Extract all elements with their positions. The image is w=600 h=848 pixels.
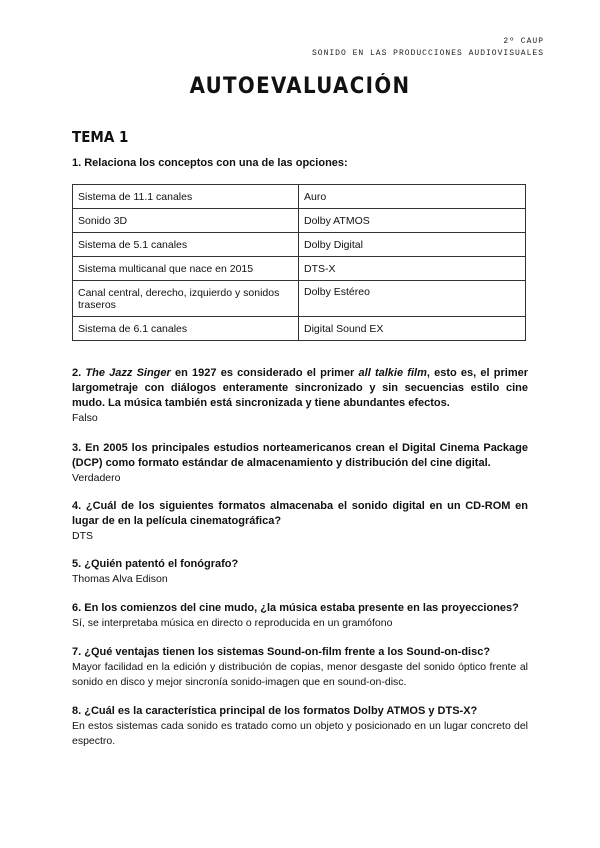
question-3-answer: Verdadero bbox=[72, 472, 121, 484]
question-6 bbox=[72, 601, 528, 631]
question-8-answer: En estos sistemas cada sonido es tratado como un objeto y posicionado en un lugar concreto del espectro. bbox=[72, 720, 528, 747]
table-cell-option: Dolby Estéreo bbox=[299, 281, 526, 317]
film-term: all talkie film bbox=[358, 367, 427, 379]
table-cell-concept: Sistema de 6.1 canales bbox=[73, 317, 299, 341]
question-4-text: 4. ¿Cuál de los siguientes formatos almacenaba el sonido digital en un CD-ROM en lugar de en la película cinematográfica? bbox=[72, 500, 528, 527]
question-2-text-part: , esto es, el primer largometraje con diálogos enteramente sincronizado y sin secuencias estilo cine mudo. La música también está sincronizada y tiene abundantes efectos. bbox=[72, 367, 529, 409]
question-6-text: 6. En los comienzos del cine mudo, ¿la música estaba presente en las proyecciones? bbox=[72, 602, 519, 614]
question-1 bbox=[72, 156, 528, 171]
question-2-number: 2. bbox=[72, 367, 82, 379]
table-cell-option: Auro bbox=[299, 185, 526, 209]
film-title: The Jazz Singer bbox=[85, 367, 171, 379]
question-2-text-part: en 1927 es considerado el primer bbox=[170, 367, 359, 379]
matching-table-wrapper bbox=[72, 184, 528, 341]
table-row bbox=[73, 185, 526, 209]
question-7-answer: Mayor facilidad en la edición y distribución de copias, menor desgaste del sonido óptico frente al sonido en disco y mejor sincronía sonido-imagen que en sound-on-disc. bbox=[72, 661, 528, 688]
matching-table bbox=[72, 184, 526, 341]
table-cell-concept: Sistema multicanal que nace en 2015 bbox=[73, 257, 299, 281]
table-row bbox=[73, 317, 526, 341]
table-cell-concept: Sistema de 11.1 canales bbox=[73, 185, 299, 209]
question-4 bbox=[72, 499, 528, 544]
table-cell-option: Dolby Digital bbox=[299, 233, 526, 257]
question-2-text bbox=[72, 366, 528, 411]
question-3-text: 3. En 2005 los principales estudios norteamericanos crean el Digital Cinema Package (DCP) como formato estándar de almacenamiento y distribución del cine digital. bbox=[72, 442, 528, 469]
table-cell-option: Dolby ATMOS bbox=[299, 209, 526, 233]
table-cell-concept: Sistema de 5.1 canales bbox=[73, 233, 299, 257]
question-2 bbox=[72, 366, 528, 426]
table-row bbox=[73, 209, 526, 233]
table-row bbox=[73, 281, 526, 317]
table-row bbox=[73, 257, 526, 281]
question-5 bbox=[72, 557, 528, 587]
question-4-answer: DTS bbox=[72, 530, 93, 542]
question-8 bbox=[72, 704, 528, 749]
table-cell-concept: Sonido 3D bbox=[73, 209, 299, 233]
question-7-text: 7. ¿Qué ventajas tienen los sistemas Sound-on-film frente a los Sound-on-disc? bbox=[72, 646, 491, 658]
question-8-text: 8. ¿Cuál es la característica principal de los formatos Dolby ATMOS y DTS-X? bbox=[72, 705, 478, 717]
table-row bbox=[73, 233, 526, 257]
question-6-answer: Sí, se interpretaba música en directo o reproducida en un gramófono bbox=[72, 617, 393, 629]
question-2-answer: Falso bbox=[72, 412, 98, 424]
course-label: 2º CAUP bbox=[503, 37, 544, 46]
question-3 bbox=[72, 441, 528, 486]
document-header bbox=[312, 36, 544, 60]
question-7 bbox=[72, 645, 528, 690]
table-cell-option: Digital Sound EX bbox=[299, 317, 526, 341]
subject-label: SONIDO EN LAS PRODUCCIONES AUDIOVISUALES bbox=[311, 49, 544, 58]
table-cell-concept: Canal central, derecho, izquierdo y sonidos traseros bbox=[73, 281, 299, 317]
question-1-text: 1. Relaciona los conceptos con una de las opciones: bbox=[72, 157, 348, 169]
table-cell-option: DTS-X bbox=[299, 257, 526, 281]
page-title: AUTOEVALUACIÓN bbox=[189, 74, 411, 99]
question-5-answer: Thomas Alva Edison bbox=[72, 573, 168, 585]
question-5-text: 5. ¿Quién patentó el fonógrafo? bbox=[72, 558, 239, 570]
section-title: TEMA 1 bbox=[72, 128, 129, 146]
